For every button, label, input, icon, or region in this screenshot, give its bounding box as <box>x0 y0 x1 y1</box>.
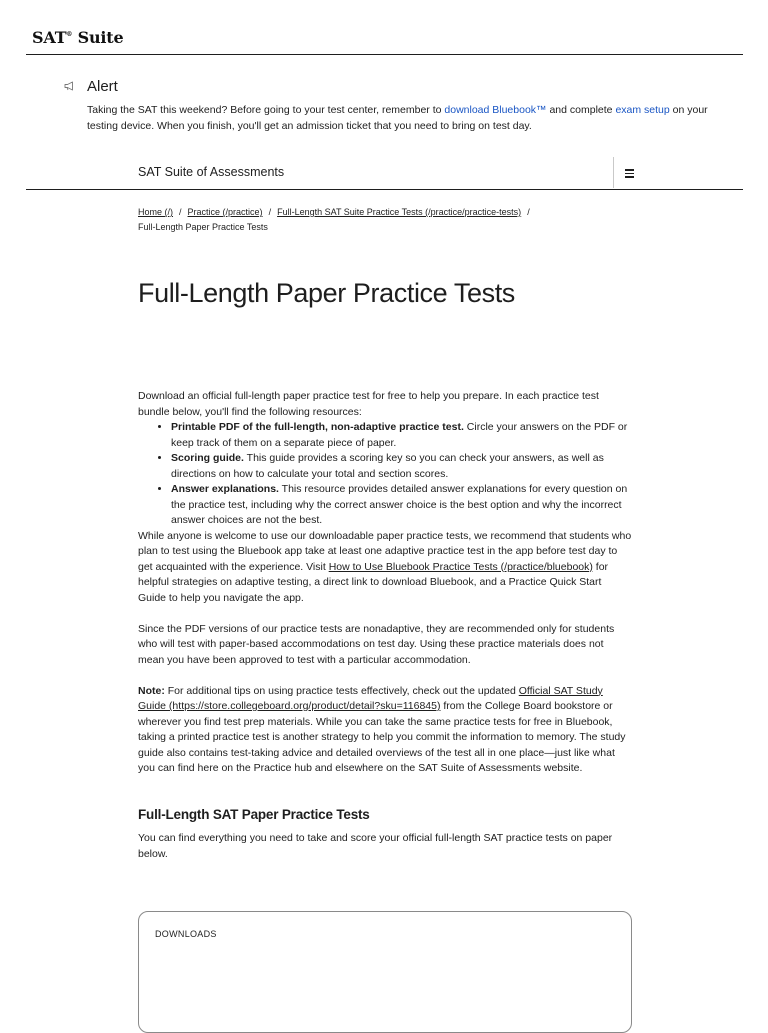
intro-paragraph: Download an official full-length paper practice test for free to help you prepare. In each practice test bundle below, you'll find the following resources: <box>138 390 599 418</box>
hamburger-menu-icon[interactable] <box>624 167 636 179</box>
resource-description: Circle your answers on the PDF or keep track of them on a separate piece of paper. <box>171 421 628 449</box>
alert-text-part: Taking the SAT this weekend? Before going to your test center, remember to <box>87 104 445 116</box>
note-label: Note: <box>138 684 165 697</box>
bluebook-practice-link[interactable]: How to Use Bluebook Practice Tests (/practice/bluebook) <box>328 560 593 573</box>
registered-mark: ® <box>66 31 73 38</box>
breadcrumb-home[interactable]: Home (/) <box>138 207 174 217</box>
breadcrumb-separator: / <box>527 207 530 217</box>
breadcrumb-separator: / <box>179 207 182 217</box>
paragraph-text: While anyone is welcome to use our downloadable paper practice tests, we recommend that students who plan to test using the Bluebook app take at least one adaptive practice test in the app before test day to get acquainted with the experience. Visit <box>138 529 632 573</box>
paragraph-text: for helpful strategies on adaptive testing, a direct link to download Bluebook, and a Practice Quick Start Guide to help you navigate the app. <box>138 560 609 604</box>
alert-title: Alert <box>87 78 118 95</box>
study-guide-link[interactable]: Official SAT Study Guide (https://store.collegeboard.org/product/detail?sku=116845) <box>138 684 603 712</box>
section-heading: Full-Length SAT Paper Practice Tests <box>138 806 370 822</box>
alert-banner <box>26 54 743 154</box>
breadcrumb <box>138 205 608 235</box>
bluebook-paragraph <box>138 529 632 607</box>
section-nav-title[interactable]: SAT Suite of Assessments <box>138 165 285 179</box>
nonadaptive-paragraph: Since the PDF versions of our practice tests are nonadaptive, they are recommended only for students who will test with paper-based accommodations on test day. Using these practice materials does not mean you have been approved to test with a particular accommodation. <box>138 622 615 666</box>
list-item <box>171 482 632 529</box>
download-bluebook-link[interactable]: download Bluebook™ <box>444 104 547 116</box>
alert-message <box>87 102 713 134</box>
alert-text-part: on your testing device. When you finish, you'll get an admission ticket that you need to bring on test day. <box>87 104 708 132</box>
main-content <box>138 389 632 862</box>
sat-suite-logo[interactable] <box>32 28 123 47</box>
list-item <box>171 451 632 482</box>
section-nav <box>26 157 743 190</box>
downloads-panel <box>138 911 632 1033</box>
paragraph-text: from the College Board bookstore or wherever you find test prep materials. While you can take the same practice tests for free in Bluebook, taking a printed practice test is another strategy to help you commit the information to memory. The study guide also contains test-taking advice and detailed overviews of the test all in one place—just like what you can find here on the Practice hub and elsewhere on the SAT Suite of Assessments website. <box>138 700 626 774</box>
breadcrumb-separator: / <box>268 207 272 217</box>
list-item <box>171 420 632 451</box>
breadcrumb-practice[interactable]: Practice (/practice) <box>187 207 263 217</box>
brand-suffix: Suite <box>77 28 124 47</box>
resource-description: This guide provides a scoring key so you can check your answers, as well as directions on how to calculate your total and section scores. <box>171 452 604 480</box>
resource-description: This resource provides detailed answer explanations for every question on the practice test, including why the correct answer choice is the best option and why the incorrect answer choices are not the best. <box>171 483 628 526</box>
breadcrumb-practice-tests[interactable]: Full-Length SAT Suite Practice Tests (/practice/practice-tests) <box>277 207 522 217</box>
note-paragraph <box>138 684 632 777</box>
brand-name: SAT <box>32 28 67 47</box>
downloads-label: DOWNLOADS <box>155 929 217 939</box>
resources-list <box>138 420 632 529</box>
section-paragraph: You can find everything you need to take and score your official full-length SAT practice tests on paper below. <box>138 832 613 860</box>
nav-divider <box>613 157 614 188</box>
site-header <box>26 0 743 55</box>
resource-title: Answer explanations. <box>171 483 279 495</box>
exam-setup-link[interactable]: exam setup <box>615 104 670 116</box>
megaphone-icon <box>64 81 76 91</box>
resource-title: Printable PDF of the full-length, non-adaptive practice test. <box>171 421 464 433</box>
resource-title: Scoring guide. <box>171 452 244 464</box>
alert-text-part: and complete <box>546 104 616 116</box>
page-title: Full-Length Paper Practice Tests <box>138 278 515 308</box>
paragraph-text: For additional tips on using practice tests effectively, check out the updated <box>164 684 519 697</box>
breadcrumb-current: Full-Length Paper Practice Tests <box>138 222 268 232</box>
